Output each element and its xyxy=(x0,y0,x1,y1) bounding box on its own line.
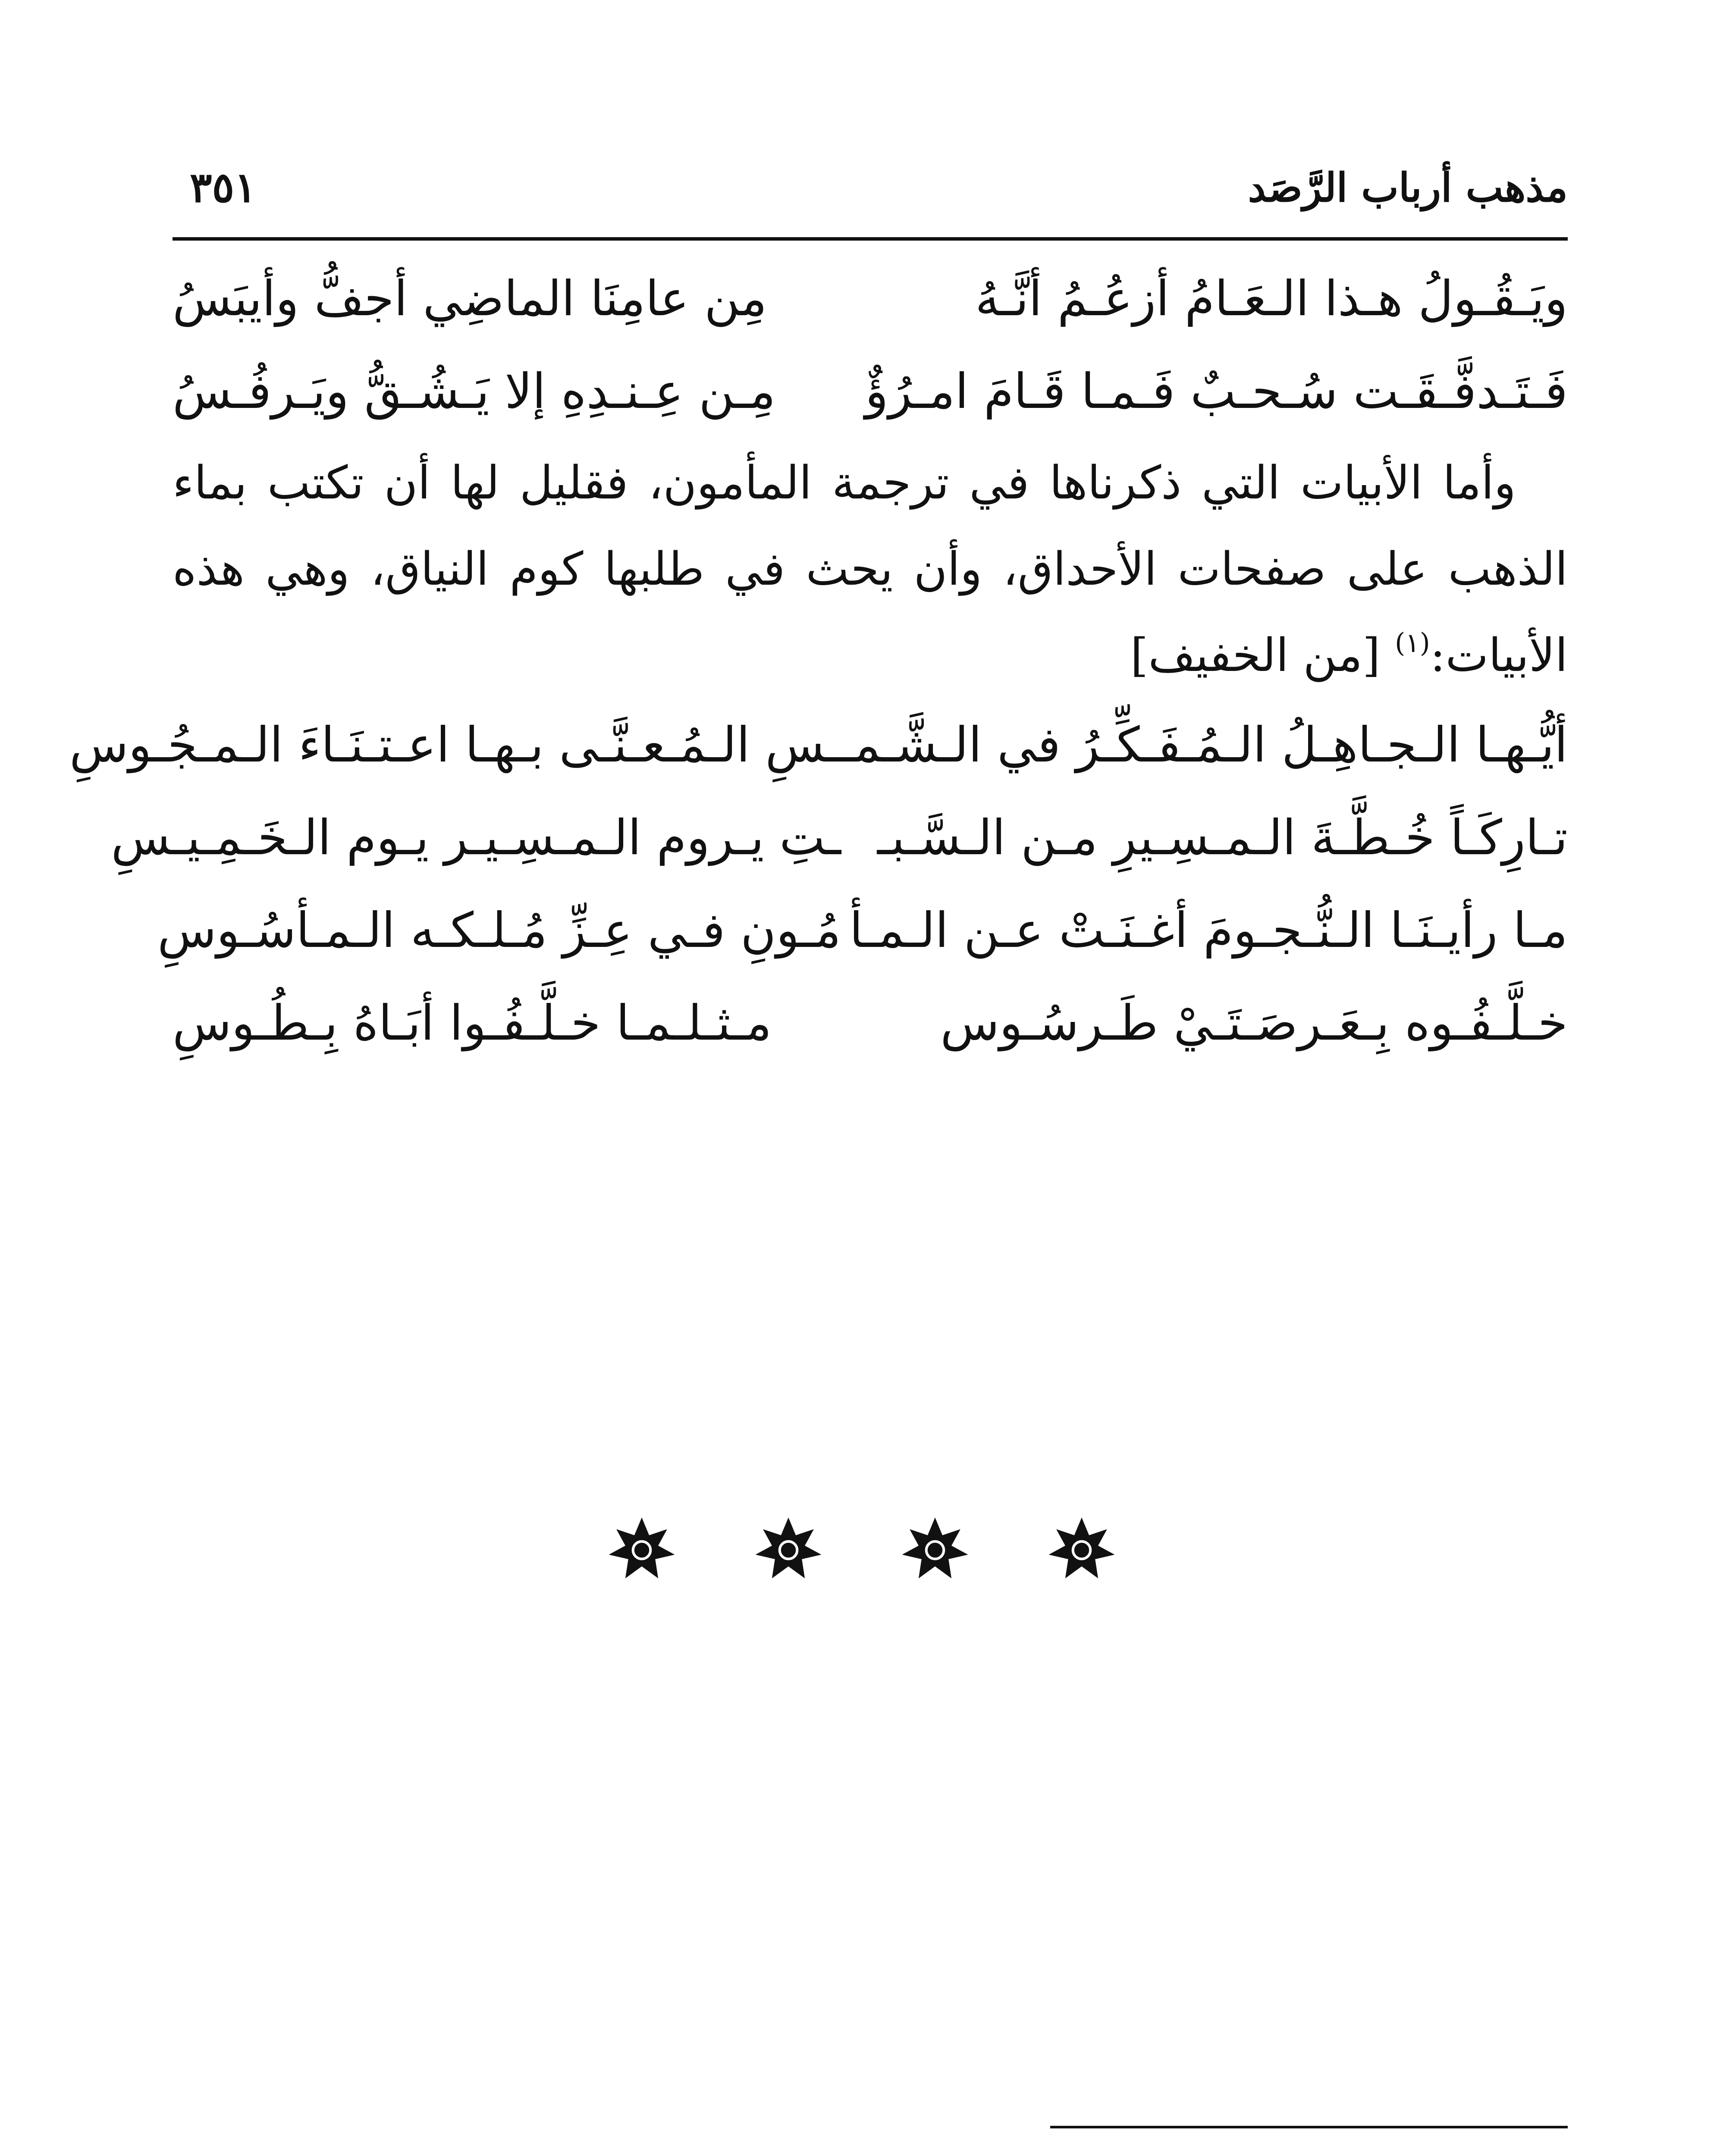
verse-first-hemistich: فَـتَـدفَّـقَـت سُـحـبٌ فَـمـا قَـامَ امـرُؤٌ xyxy=(865,363,1568,420)
header-rule xyxy=(173,237,1568,241)
verse-line xyxy=(157,884,1568,977)
verse-second-hemistich: ـتِ يـروم الـمـسِـيـر يـوم الـخَـمِـيـسِ xyxy=(111,809,841,866)
footnote-separator xyxy=(1050,2126,1568,2128)
verse-first-hemistich: مـا رأيـنَـا الـنُّـجـومَ أغـنَـتْ عـن الـمـأ xyxy=(849,902,1568,959)
verse-line xyxy=(69,699,1568,791)
chapter-title: مذهب أرباب الرَّصَد xyxy=(1248,164,1568,211)
verse-first-hemistich: خـلَّـفُـوه بِـعَـرصَـتَـيْ طَـرسُـوس xyxy=(940,995,1568,1051)
footnote-1 xyxy=(173,2150,1568,2156)
verse-line xyxy=(173,252,1568,345)
verse-line xyxy=(111,791,1568,884)
flower-ornament-icon xyxy=(609,1518,674,1583)
footnotes xyxy=(173,2150,1568,2156)
flower-ornament-icon xyxy=(756,1518,821,1583)
prose-text: وأما الأبيات التي ذكرناها في ترجمة المأمون، فقليل لها أن تكتب بماء الذهب على صفحات الأحداق، وأن يحث في طلبها كوم النياق، وهي هذه الأبيات: xyxy=(173,456,1568,682)
footnote-marker: (١) xyxy=(1395,627,1430,658)
verse-line xyxy=(173,345,1568,438)
footnote-number xyxy=(1525,2150,1568,2156)
verse-line xyxy=(173,977,1568,1069)
verse-first-hemistich: تـارِكَـاً خُـطَّـةَ الـمـسِـيرِ مـن الـسَّـبـ xyxy=(877,809,1568,866)
poem-top xyxy=(173,252,1568,438)
verse-second-hemistich: مـثـلـمـا خـلَّـفُـوا أبَـاهُ بِـطُـوسِ xyxy=(173,995,772,1051)
verse-second-hemistich: مُـونِ فـي عِـزِّ مُـلـكـه الـمـأسُـوسِ xyxy=(157,902,841,959)
verse-second-hemistich: مِن عامِنَا الماضِي أجفُّ وأيبَسُ xyxy=(173,270,767,327)
verse-first-hemistich: ويَـقُـولُ هـذا الـعَـامُ أزعُـمُ أنَّـهُ xyxy=(975,270,1568,327)
meter-label: [من الخفيف] xyxy=(1130,629,1381,682)
running-header xyxy=(173,155,1568,220)
verse-second-hemistich: مِـن عِـنـدِهِ إلا يَـشُـقُّ ويَـرفُـسُ xyxy=(173,363,776,420)
verse-first-hemistich: أيُّـهـا الـجـاهِـلُ الـمُـفَـكِّـرُ في الـشَّـمـ xyxy=(840,717,1568,773)
flower-ornament-icon xyxy=(1049,1518,1114,1583)
page-number: ٣٥١ xyxy=(190,163,257,212)
section-divider-ornaments xyxy=(0,1518,1723,1604)
prose-paragraph xyxy=(173,440,1568,699)
poem-bottom xyxy=(69,699,1568,1069)
verse-second-hemistich: ـسِ الـمُـعـنَّـى بـهـا اعـتـنَـاءَ الـمـجُـوسِ xyxy=(69,717,841,773)
flower-ornament-icon xyxy=(903,1518,967,1583)
